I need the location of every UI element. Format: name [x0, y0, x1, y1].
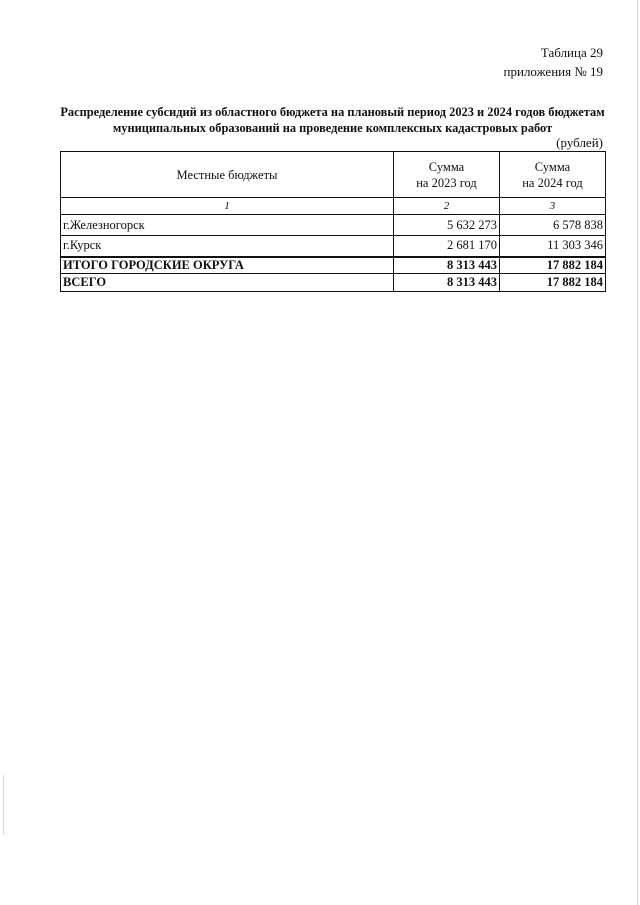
table-header-row	[61, 152, 606, 198]
grand-total-sum-2023: 8 313 443	[394, 273, 500, 291]
row-sum-2024: 6 578 838	[500, 215, 606, 236]
scan-edge-line	[637, 0, 638, 905]
title-line-2: муниципальных образований на проведение комплексных кадастровых работ	[112, 120, 553, 135]
column-header-budgets: Местные бюджеты	[61, 152, 394, 198]
column-header-2023-line2: на 2023 год	[416, 175, 477, 190]
column-header-2023-line1: Сумма	[428, 159, 465, 174]
column-header-2023	[394, 152, 500, 198]
table-number: Таблица 29	[540, 45, 603, 60]
scan-artifact	[3, 775, 4, 835]
grand-total-row	[61, 273, 606, 291]
row-sum-2023: 2 681 170	[394, 236, 500, 257]
column-header-2024-line2: на 2024 год	[522, 175, 583, 190]
subtotal-name: ИТОГО ГОРОДСКИЕ ОКРУГА	[61, 257, 394, 274]
row-name: г.Железногорск	[61, 215, 394, 236]
column-header-2024	[500, 152, 606, 198]
column-index-1: 1	[61, 198, 394, 215]
units-label: (рублей)	[556, 135, 603, 150]
column-index-row	[61, 198, 606, 215]
column-header-2024-line1: Сумма	[534, 159, 571, 174]
row-sum-2024: 11 303 346	[500, 236, 606, 257]
subsidy-table	[60, 151, 606, 292]
title-line-1: Распределение субсидий из областного бюджета на плановый период 2023 и 2024 годов бюджетам	[60, 105, 605, 119]
column-index-2: 2	[394, 198, 500, 215]
column-index-3: 3	[500, 198, 606, 215]
document-title	[60, 105, 605, 136]
row-sum-2023: 5 632 273	[394, 215, 500, 236]
grand-total-sum-2024: 17 882 184	[500, 273, 606, 291]
table-row	[61, 236, 606, 257]
table-row	[61, 215, 606, 236]
subtotal-sum-2024: 17 882 184	[500, 257, 606, 274]
subtotal-sum-2023: 8 313 443	[394, 257, 500, 274]
subtotal-row	[61, 257, 606, 274]
appendix-number: приложения № 19	[503, 64, 603, 79]
grand-total-name: ВСЕГО	[61, 273, 394, 291]
row-name: г.Курск	[61, 236, 394, 257]
